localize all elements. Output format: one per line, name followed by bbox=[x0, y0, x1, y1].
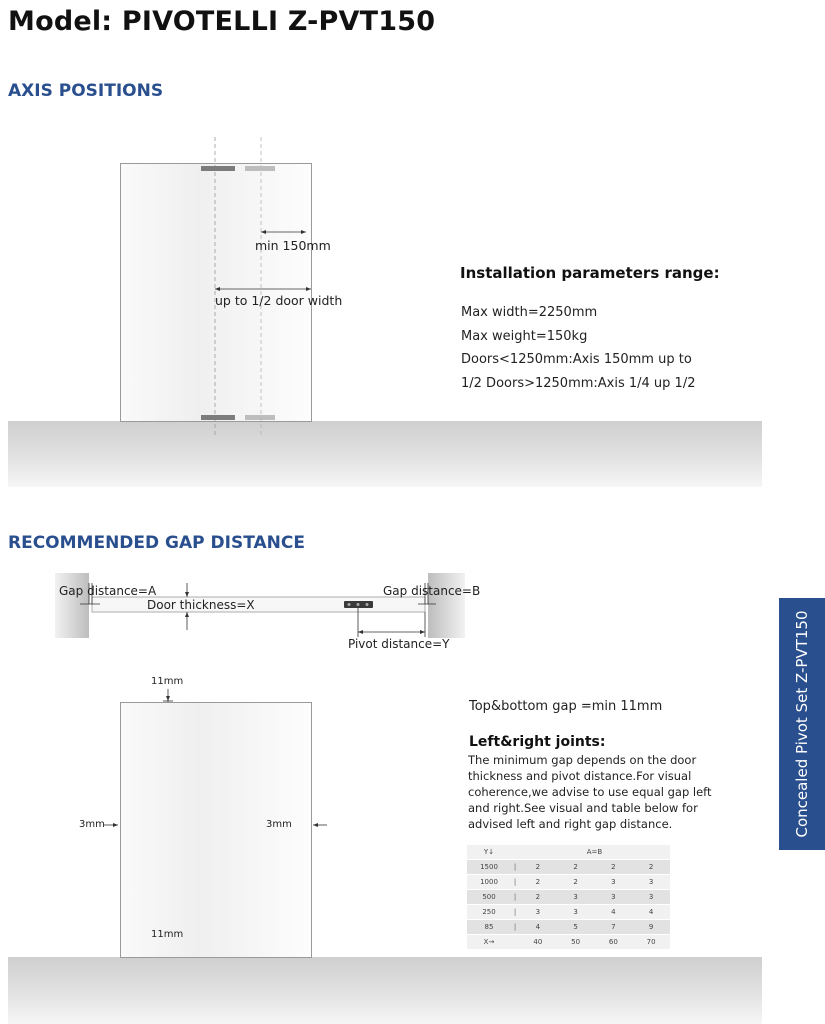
table-separator: | bbox=[511, 920, 519, 935]
table-cell: 2 bbox=[519, 860, 557, 875]
joints-text: The minimum gap depends on the door thickness and pivot distance.For visual coherence,we advise to use equal gap left and right.See visual and table below for advised left and right gap distance. bbox=[468, 753, 712, 831]
table-row bbox=[467, 920, 670, 935]
table-row bbox=[467, 905, 670, 920]
table-cell: 3 bbox=[595, 875, 633, 890]
min-150-label: min 150mm bbox=[255, 238, 331, 253]
table-cell: 4 bbox=[632, 905, 670, 920]
table-cell: 7 bbox=[595, 920, 633, 935]
param-line-4: 1/2 Doors>1250mm:Axis 1/4 up 1/2 bbox=[461, 376, 696, 391]
table-row bbox=[467, 860, 670, 875]
table-cell: 3 bbox=[632, 875, 670, 890]
wall-right bbox=[428, 573, 465, 638]
table-row bbox=[467, 875, 670, 890]
section-gap-distance: RECOMMENDED GAP DISTANCE bbox=[8, 533, 305, 553]
side-tab-label: Concealed Pivot Set Z-PVT150 bbox=[793, 610, 811, 838]
table-cell: 5 bbox=[557, 920, 595, 935]
bottom-pivot-dark bbox=[201, 415, 235, 420]
table-cell: 3 bbox=[519, 905, 557, 920]
table-cell: 2 bbox=[519, 890, 557, 905]
side-tab bbox=[779, 598, 825, 850]
bottom-pivot-light bbox=[245, 415, 275, 420]
bottom-gap-label: 11mm bbox=[151, 929, 184, 940]
top-pivot-light bbox=[245, 166, 275, 171]
table-cell: 4 bbox=[519, 920, 557, 935]
table-cell: 3 bbox=[557, 890, 595, 905]
top-bottom-gap-text: Top&bottom gap =min 11mm bbox=[469, 699, 663, 714]
page-title: Model: PIVOTELLI Z-PVT150 bbox=[8, 6, 436, 37]
table-cell: 2 bbox=[519, 875, 557, 890]
table-header-row bbox=[467, 845, 670, 860]
param-line-1: Max width=2250mm bbox=[461, 305, 598, 320]
table-x-row bbox=[467, 935, 670, 950]
table-cell: 2 bbox=[595, 860, 633, 875]
door-front-diagram bbox=[120, 702, 312, 958]
top-pivot-dark bbox=[201, 166, 235, 171]
door-top-view bbox=[92, 597, 425, 612]
table-row bbox=[467, 890, 670, 905]
table-cell: 1500 bbox=[467, 860, 511, 875]
table-cell: 85 bbox=[467, 920, 511, 935]
table-cell: 250 bbox=[467, 905, 511, 920]
table-cell: 2 bbox=[557, 875, 595, 890]
table-cell: 2 bbox=[557, 860, 595, 875]
table-cell: 9 bbox=[632, 920, 670, 935]
table-cell: 40 bbox=[519, 935, 557, 950]
thickness-label: Door thickness=X bbox=[147, 598, 255, 612]
y-header: Y↓ bbox=[467, 845, 511, 860]
floor-2 bbox=[8, 957, 762, 1024]
param-line-3: Doors<1250mm:Axis 150mm up to bbox=[461, 352, 692, 367]
table-cell: 70 bbox=[632, 935, 670, 950]
table-cell: 50 bbox=[557, 935, 595, 950]
table-separator: | bbox=[511, 875, 519, 890]
section-axis-positions: AXIS POSITIONS bbox=[8, 81, 164, 101]
ab-header: A=B bbox=[519, 845, 670, 860]
pivot-distance-label: Pivot distance=Y bbox=[348, 637, 450, 651]
param-line-2: Max weight=150kg bbox=[461, 329, 588, 344]
left-gap-label: 3mm bbox=[79, 819, 105, 830]
table-cell: 3 bbox=[632, 890, 670, 905]
x-header: X→ bbox=[467, 935, 511, 950]
half-door-label: up to 1/2 door width bbox=[215, 293, 343, 308]
gap-table bbox=[467, 845, 670, 950]
table-cell: 60 bbox=[595, 935, 633, 950]
table-separator: | bbox=[511, 905, 519, 920]
table-separator: | bbox=[511, 860, 519, 875]
joints-title: Left&right joints: bbox=[469, 734, 606, 750]
wall-left bbox=[55, 573, 89, 638]
params-title: Installation parameters range: bbox=[460, 264, 720, 282]
table-cell: 500 bbox=[467, 890, 511, 905]
top-gap-label: 11mm bbox=[151, 676, 184, 687]
table-separator: | bbox=[511, 890, 519, 905]
table-cell: 3 bbox=[595, 890, 633, 905]
table-cell: 2 bbox=[632, 860, 670, 875]
table-cell: 3 bbox=[557, 905, 595, 920]
table-cell: 1000 bbox=[467, 875, 511, 890]
table-cell: 4 bbox=[595, 905, 633, 920]
right-gap-label: 3mm bbox=[266, 819, 292, 830]
gap-a-label: Gap distance=A bbox=[59, 584, 157, 598]
gap-b-label: Gap distance=B bbox=[383, 584, 481, 598]
